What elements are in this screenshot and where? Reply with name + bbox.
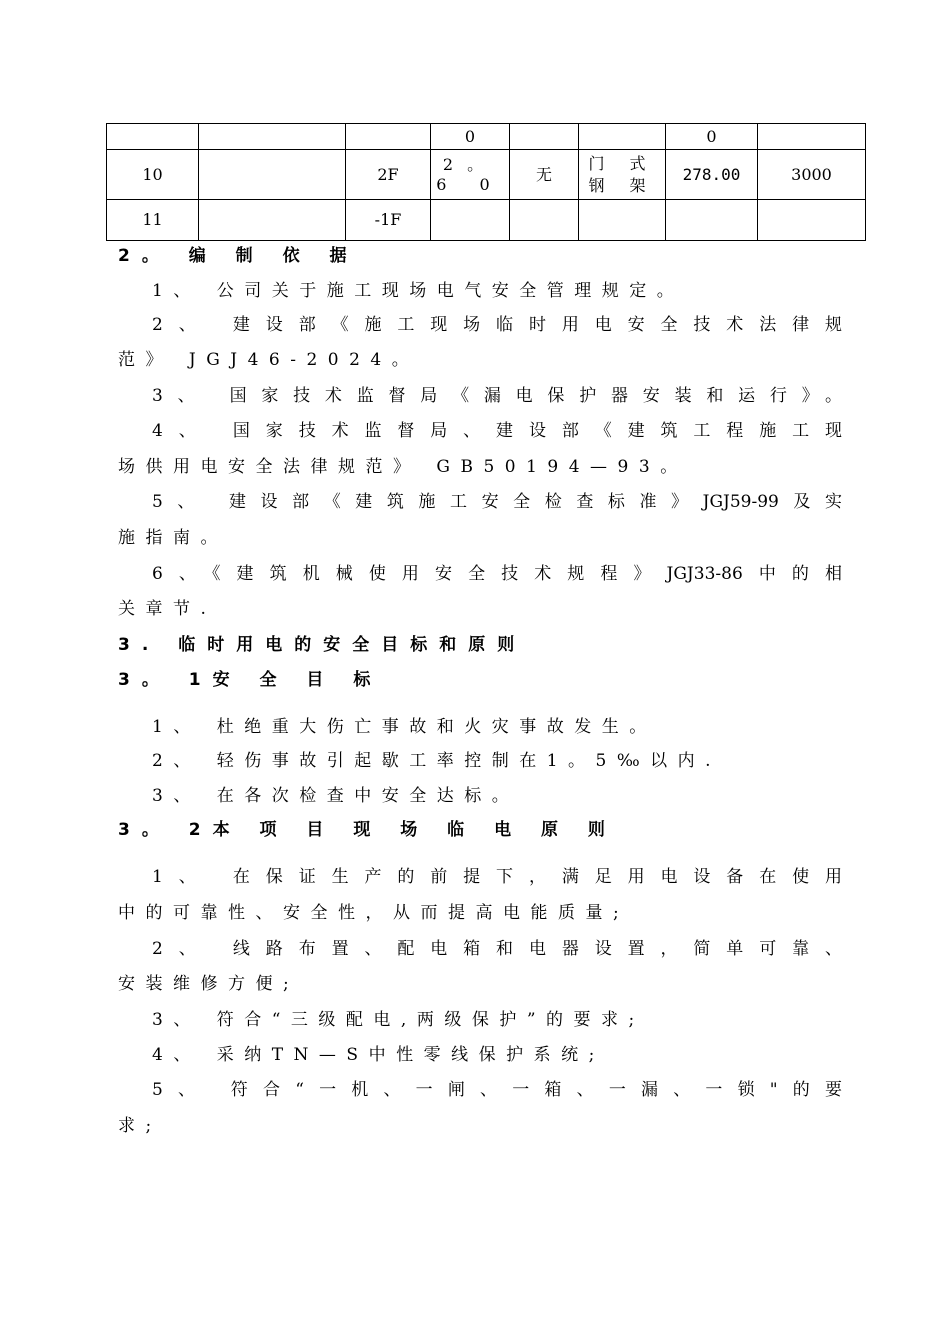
paragraph-line: 3、 国家技术监督局《漏电保护器安装和运行》。	[152, 386, 842, 406]
subsection-heading: 3。 1安 全 目 标	[118, 670, 383, 690]
paragraph-line: 安装维修方便;	[118, 974, 300, 994]
table-cell	[510, 200, 579, 241]
table-cell	[758, 200, 866, 241]
table-cell	[199, 150, 346, 200]
subsection-heading: 3。 2本 项 目 现 场 临 电 原 则	[118, 820, 617, 840]
table-row	[107, 150, 866, 200]
table-cell: 2。6 0	[431, 150, 510, 200]
table-cell	[666, 200, 758, 241]
paragraph-line: 1、 杜绝重大伤亡事故和火灾事故发生。	[152, 717, 657, 737]
table-cell: 无	[510, 150, 579, 200]
table-cell	[199, 124, 346, 150]
paragraph-line: 范》 JGJ46-2024。	[118, 350, 420, 370]
equipment-table	[106, 123, 866, 241]
table-cell	[758, 124, 866, 150]
paragraph-line: 4、 国家技术监督局、建设部《建筑工程施工现	[152, 421, 842, 441]
table-row	[107, 200, 866, 241]
table-cell: -1F	[346, 200, 431, 241]
table-cell: 10	[107, 150, 199, 200]
paragraph-line: 4、 采纳TN—S中性零线保护系统;	[152, 1045, 605, 1065]
paragraph-line: 3、 符合“三级配电,两级保护”的要求;	[152, 1010, 645, 1030]
paragraph-line: 2、 轻伤事故引起歇工率控制在1。5‰以内.	[152, 751, 722, 771]
table-cell	[107, 124, 199, 150]
table-row	[107, 124, 866, 150]
paragraph-line: 中的可靠性、安全性，从而提高电能质量;	[118, 903, 630, 923]
section-heading: 2。 编 制 依 据	[118, 246, 359, 266]
section-heading: 3. 临时用电的安全目标和原则	[118, 635, 527, 655]
paragraph-line: 1、 公司关于施工现场电气安全管理规定。	[152, 281, 685, 301]
paragraph-line: 3、 在各次检查中安全达标。	[152, 786, 520, 806]
paragraph-line: 求;	[118, 1116, 162, 1136]
paragraph-line: 2、 线路布置、配电箱和电器设置，简单可靠、	[152, 939, 842, 959]
table-cell: 278.00	[666, 150, 758, 200]
table-cell: 2F	[346, 150, 431, 200]
table-cell: 门 式 钢 架	[579, 150, 666, 200]
table-cell: 3000	[758, 150, 866, 200]
paragraph-line: 6、《建筑机械使用安全技术规程》JGJ33-86中的相	[152, 564, 842, 584]
table-cell	[199, 200, 346, 241]
table-cell	[579, 124, 666, 150]
paragraph-line: 2、 建设部《施工现场临时用电安全技术法律规	[152, 315, 842, 335]
paragraph-line: 5、 建设部《建筑施工安全检查标准》JGJ59-99及实	[152, 492, 842, 512]
paragraph-line: 关章节.	[118, 599, 217, 619]
table-cell	[346, 124, 431, 150]
table-cell	[579, 200, 666, 241]
paragraph-line: 施指南。	[118, 528, 228, 548]
table-cell: 0	[431, 124, 510, 150]
table-cell	[431, 200, 510, 241]
paragraph-line: 场供用电安全法律规范》 GB50194—93。	[118, 457, 688, 477]
table-cell: 11	[107, 200, 199, 241]
table-cell	[510, 124, 579, 150]
paragraph-line: 1、 在保证生产的前提下，满足用电设备在使用	[152, 867, 842, 887]
table-cell: 0	[666, 124, 758, 150]
paragraph-line: 5、 符合“一机、一闸、一箱、一漏、一锁"的要	[152, 1080, 842, 1100]
